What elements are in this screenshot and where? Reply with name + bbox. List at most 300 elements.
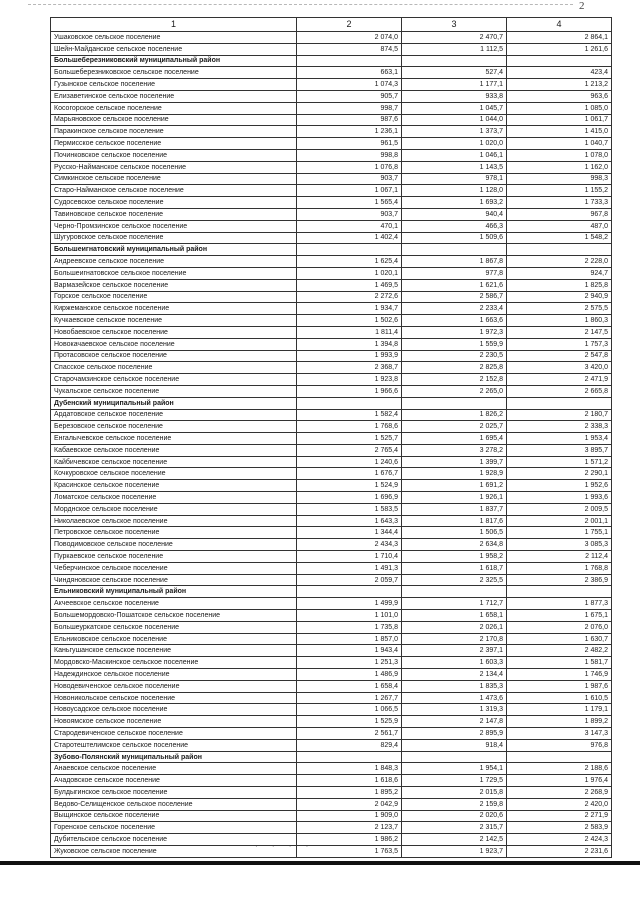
value-cell-col3: 527,4 (402, 67, 507, 79)
value-cell-col4: 1 630,7 (507, 633, 612, 645)
value-cell-col4: 2 180,7 (507, 409, 612, 421)
value-cell-col4: 1 040,7 (507, 138, 612, 150)
value-cell-col3: 1 177,1 (402, 79, 507, 91)
table-row (51, 645, 612, 657)
value-cell-col4: 1 993,6 (507, 492, 612, 504)
value-cell-col3: 2 134,4 (402, 669, 507, 681)
settlement-name-cell: Красинское сельское поселение (51, 480, 297, 492)
value-cell-col2: 2 368,7 (297, 362, 402, 374)
district-row (51, 397, 612, 409)
table-row (51, 256, 612, 268)
value-cell-col3: 2 159,8 (402, 798, 507, 810)
value-cell-col4: 2 424,3 (507, 834, 612, 846)
table-row (51, 739, 612, 751)
value-cell-col2: 2 074,0 (297, 32, 402, 44)
settlement-name-cell: Пермисское сельское поселение (51, 138, 297, 150)
table-row (51, 692, 612, 704)
value-cell-col4: 3 085,3 (507, 539, 612, 551)
table-row (51, 669, 612, 681)
value-cell-col3: 1 143,5 (402, 161, 507, 173)
data-table (50, 17, 612, 858)
value-cell-col2: 1 565,4 (297, 197, 402, 209)
value-cell-col2: 1 524,9 (297, 480, 402, 492)
table-row (51, 220, 612, 232)
value-cell-col3: 1 867,8 (402, 256, 507, 268)
value-cell-col4: 3 420,0 (507, 362, 612, 374)
settlement-name-cell: Симкинское сельское поселение (51, 173, 297, 185)
value-cell-col3: 1 691,2 (402, 480, 507, 492)
page-number: 2 (579, 0, 585, 12)
settlement-name-cell: Кайбичевское сельское поселение (51, 456, 297, 468)
table-row (51, 621, 612, 633)
settlement-name-cell: Мордовско-Маскинское сельское поселение (51, 657, 297, 669)
value-cell-col2: 663,1 (297, 67, 402, 79)
table-row (51, 527, 612, 539)
value-cell-col3: 2 152,8 (402, 374, 507, 386)
value-cell-col2: 1 643,3 (297, 515, 402, 527)
settlement-name-cell: Шейн-Майданское сельское поселение (51, 43, 297, 55)
value-cell-col3: 1 923,7 (402, 845, 507, 857)
value-cell-col2: 2 434,3 (297, 539, 402, 551)
value-cell-col2: 1 857,0 (297, 633, 402, 645)
settlement-name-cell: Кучкаевское сельское поселение (51, 315, 297, 327)
column-header: 1 (51, 18, 297, 32)
district-name-cell: Дубенский муниципальный район (51, 397, 297, 409)
scan-artifact-dots: · · · · (255, 842, 315, 851)
value-cell-col4: 3 147,3 (507, 728, 612, 740)
settlement-name-cell: Морднское сельское поселение (51, 503, 297, 515)
value-cell-col4: 2 864,1 (507, 32, 612, 44)
settlement-name-cell: Чеберчинское сельское поселение (51, 562, 297, 574)
value-cell-col4: 2 268,9 (507, 787, 612, 799)
value-cell-col4: 1 899,2 (507, 716, 612, 728)
value-cell-col3: 2 170,8 (402, 633, 507, 645)
value-cell-col3: 2 142,5 (402, 834, 507, 846)
settlement-name-cell: Новоусадское сельское поселение (51, 704, 297, 716)
settlement-name-cell: Дубительское сельское поселение (51, 834, 297, 846)
table-row (51, 503, 612, 515)
value-cell-col4: 2 583,9 (507, 822, 612, 834)
column-header: 3 (402, 18, 507, 32)
table-row (51, 326, 612, 338)
table-row (51, 657, 612, 669)
value-cell-col2: 1 502,6 (297, 315, 402, 327)
value-cell-col3 (402, 751, 507, 763)
value-cell-col2: 1 020,1 (297, 267, 402, 279)
value-cell-col4: 1 571,2 (507, 456, 612, 468)
value-cell-col2: 905,7 (297, 90, 402, 102)
table-row (51, 598, 612, 610)
value-cell-col4: 1 733,3 (507, 197, 612, 209)
value-cell-col3: 2 825,8 (402, 362, 507, 374)
value-cell-col2: 1 525,9 (297, 716, 402, 728)
value-cell-col4: 2 228,0 (507, 256, 612, 268)
value-cell-col2: 1 618,6 (297, 775, 402, 787)
settlement-name-cell: Ведово-Селищенское сельское поселение (51, 798, 297, 810)
table-row (51, 208, 612, 220)
table-row (51, 775, 612, 787)
value-cell-col2: 1 074,3 (297, 79, 402, 91)
settlement-name-cell: Протасовское сельское поселение (51, 350, 297, 362)
settlement-name-cell: Ушаковское сельское поселение (51, 32, 297, 44)
table-row (51, 480, 612, 492)
settlement-name-cell: Русско-Найманское сельское поселение (51, 161, 297, 173)
value-cell-col2: 998,8 (297, 149, 402, 161)
column-header: 2 (297, 18, 402, 32)
value-cell-col4: 2 271,9 (507, 810, 612, 822)
value-cell-col4: 1 768,8 (507, 562, 612, 574)
table-row (51, 338, 612, 350)
value-cell-col4 (507, 244, 612, 256)
value-cell-col3: 3 278,2 (402, 444, 507, 456)
table-row (51, 610, 612, 622)
value-cell-col3: 1 319,3 (402, 704, 507, 716)
table-header (51, 18, 612, 32)
table-row (51, 421, 612, 433)
value-cell-col2: 1 768,6 (297, 421, 402, 433)
value-cell-col2: 1 735,8 (297, 621, 402, 633)
settlement-name-cell: Старотештелимское сельское поселение (51, 739, 297, 751)
table-row (51, 126, 612, 138)
value-cell-col2: 1 625,4 (297, 256, 402, 268)
table-row (51, 315, 612, 327)
value-cell-col4: 2 940,9 (507, 291, 612, 303)
table-row (51, 79, 612, 91)
value-cell-col2: 2 561,7 (297, 728, 402, 740)
table-row (51, 185, 612, 197)
value-cell-col2: 1 402,4 (297, 232, 402, 244)
value-cell-col2: 1 251,3 (297, 657, 402, 669)
value-cell-col3: 1 618,7 (402, 562, 507, 574)
value-cell-col4: 1 757,3 (507, 338, 612, 350)
settlement-name-cell: Черно-Промзинское сельское поселение (51, 220, 297, 232)
value-cell-col4: 2 547,8 (507, 350, 612, 362)
value-cell-col2: 987,6 (297, 114, 402, 126)
value-cell-col3: 2 470,7 (402, 32, 507, 44)
value-cell-col3: 2 397,1 (402, 645, 507, 657)
value-cell-col3: 978,1 (402, 173, 507, 185)
value-cell-col3: 1 399,7 (402, 456, 507, 468)
value-cell-col3: 1 112,5 (402, 43, 507, 55)
settlement-name-cell: Пуркаевское сельское поселение (51, 551, 297, 563)
value-cell-col4 (507, 586, 612, 598)
settlement-name-cell: Большеберезниковское сельское поселение (51, 67, 297, 79)
value-cell-col2: 1 491,3 (297, 562, 402, 574)
value-cell-col2: 903,7 (297, 208, 402, 220)
table-row (51, 43, 612, 55)
settlement-name-cell: Большемордовско-Пошатское сельское поселение (51, 610, 297, 622)
value-cell-col3: 1 958,2 (402, 551, 507, 563)
table-row (51, 515, 612, 527)
settlement-name-cell: Горенское сельское поселение (51, 822, 297, 834)
value-cell-col3: 2 586,7 (402, 291, 507, 303)
value-cell-col2: 1 658,4 (297, 680, 402, 692)
value-cell-col2: 1 763,5 (297, 845, 402, 857)
settlement-name-cell: Петровское сельское поселение (51, 527, 297, 539)
settlement-name-cell: Выщинское сельское поселение (51, 810, 297, 822)
value-cell-col3: 1 693,2 (402, 197, 507, 209)
table-row (51, 362, 612, 374)
settlement-name-cell: Вармазейское сельское поселение (51, 279, 297, 291)
column-header: 4 (507, 18, 612, 32)
value-cell-col4: 1 162,0 (507, 161, 612, 173)
value-cell-col4: 1 061,7 (507, 114, 612, 126)
top-rule (28, 4, 573, 5)
table-row (51, 197, 612, 209)
value-cell-col3: 1 837,7 (402, 503, 507, 515)
settlement-name-cell: Надеждинское сельское поселение (51, 669, 297, 681)
value-cell-col4: 2 386,9 (507, 574, 612, 586)
value-cell-col3 (402, 55, 507, 67)
value-cell-col3: 2 026,1 (402, 621, 507, 633)
value-cell-col2: 1 236,1 (297, 126, 402, 138)
district-name-cell: Большеберезниковский муниципальный район (51, 55, 297, 67)
value-cell-col4: 487,0 (507, 220, 612, 232)
value-cell-col2: 1 066,5 (297, 704, 402, 716)
settlement-name-cell: Березовское сельское поселение (51, 421, 297, 433)
table-row (51, 173, 612, 185)
value-cell-col2: 2 765,4 (297, 444, 402, 456)
value-cell-col4: 1 746,9 (507, 669, 612, 681)
value-cell-col2: 1 923,8 (297, 374, 402, 386)
value-cell-col4: 1 078,0 (507, 149, 612, 161)
value-cell-col4: 1 860,3 (507, 315, 612, 327)
value-cell-col3: 1 559,9 (402, 338, 507, 350)
settlement-name-cell: Жуковское сельское поселение (51, 845, 297, 857)
value-cell-col3: 1 046,1 (402, 149, 507, 161)
value-cell-col4: 2 338,3 (507, 421, 612, 433)
settlement-name-cell: Елизаветинское сельское поселение (51, 90, 297, 102)
value-cell-col3: 2 895,9 (402, 728, 507, 740)
table-row (51, 161, 612, 173)
value-cell-col4: 423,4 (507, 67, 612, 79)
value-cell-col3: 940,4 (402, 208, 507, 220)
table-row (51, 562, 612, 574)
value-cell-col3: 933,8 (402, 90, 507, 102)
value-cell-col3: 466,3 (402, 220, 507, 232)
settlement-name-cell: Чиндяновское сельское поселение (51, 574, 297, 586)
value-cell-col4: 3 895,7 (507, 444, 612, 456)
table-row (51, 787, 612, 799)
table-row (51, 267, 612, 279)
table-row (51, 822, 612, 834)
settlement-name-cell: Киржеманское сельское поселение (51, 303, 297, 315)
value-cell-col2: 1 499,9 (297, 598, 402, 610)
settlement-name-cell: Новоямское сельское поселение (51, 716, 297, 728)
value-cell-col4: 1 415,0 (507, 126, 612, 138)
value-cell-col3: 1 020,0 (402, 138, 507, 150)
value-cell-col2 (297, 751, 402, 763)
settlement-name-cell: Новоникольское сельское поселение (51, 692, 297, 704)
table-row (51, 32, 612, 44)
table-row (51, 492, 612, 504)
value-cell-col2: 961,5 (297, 138, 402, 150)
table-row (51, 798, 612, 810)
settlement-name-cell: Ломатское сельское поселение (51, 492, 297, 504)
value-cell-col2 (297, 55, 402, 67)
value-cell-col3: 1 603,3 (402, 657, 507, 669)
settlement-name-cell: Гузынское сельское поселение (51, 79, 297, 91)
settlement-name-cell: Большеуркатское сельское поселение (51, 621, 297, 633)
value-cell-col2: 1 993,9 (297, 350, 402, 362)
settlement-name-cell: Андреевское сельское поселение (51, 256, 297, 268)
table-row (51, 409, 612, 421)
value-cell-col2: 1 525,7 (297, 433, 402, 445)
value-cell-col4: 2 290,1 (507, 468, 612, 480)
value-cell-col2: 1 676,7 (297, 468, 402, 480)
value-cell-col3: 2 025,7 (402, 421, 507, 433)
value-cell-col4 (507, 397, 612, 409)
settlement-name-cell: Кочкуровское сельское поселение (51, 468, 297, 480)
value-cell-col4: 1 213,2 (507, 79, 612, 91)
value-cell-col4: 2 482,2 (507, 645, 612, 657)
settlement-name-cell: Шугуровское сельское поселение (51, 232, 297, 244)
table-row (51, 551, 612, 563)
district-name-cell: Ельниковский муниципальный район (51, 586, 297, 598)
value-cell-col2: 1 582,4 (297, 409, 402, 421)
settlement-name-cell: Старочамзинское сельское поселение (51, 374, 297, 386)
value-cell-col2: 1 267,7 (297, 692, 402, 704)
bottom-bar (0, 861, 640, 865)
value-cell-col2: 1 909,0 (297, 810, 402, 822)
settlement-name-cell: Булдыгинское сельское поселение (51, 787, 297, 799)
settlement-name-cell: Ачадовское сельское поселение (51, 775, 297, 787)
table-row (51, 845, 612, 857)
table-row (51, 834, 612, 846)
value-cell-col3: 2 230,5 (402, 350, 507, 362)
district-name-cell: Зубово-Полянский муниципальный район (51, 751, 297, 763)
value-cell-col4: 2 231,6 (507, 845, 612, 857)
value-cell-col2 (297, 397, 402, 409)
value-cell-col2: 1 067,1 (297, 185, 402, 197)
value-cell-col4: 2 188,6 (507, 763, 612, 775)
value-cell-col3: 1 373,7 (402, 126, 507, 138)
table-row (51, 67, 612, 79)
value-cell-col2: 1 486,9 (297, 669, 402, 681)
value-cell-col2: 1 394,8 (297, 338, 402, 350)
value-cell-col4: 2 575,5 (507, 303, 612, 315)
value-cell-col3: 1 044,0 (402, 114, 507, 126)
value-cell-col4 (507, 55, 612, 67)
value-cell-col4: 1 675,1 (507, 610, 612, 622)
value-cell-col2 (297, 244, 402, 256)
table-row (51, 716, 612, 728)
value-cell-col4: 1 952,6 (507, 480, 612, 492)
value-cell-col4: 1 825,8 (507, 279, 612, 291)
table-row (51, 279, 612, 291)
table-row (51, 680, 612, 692)
value-cell-col3: 1 128,0 (402, 185, 507, 197)
value-cell-col4: 1 155,2 (507, 185, 612, 197)
settlement-name-cell: Поводимовское сельское поселение (51, 539, 297, 551)
settlement-name-cell: Спасское сельское поселение (51, 362, 297, 374)
settlement-name-cell: Чукальское сельское поселение (51, 385, 297, 397)
settlement-name-cell: Судосевское сельское поселение (51, 197, 297, 209)
value-cell-col3 (402, 397, 507, 409)
value-cell-col4: 963,6 (507, 90, 612, 102)
settlement-name-cell: Анаевское сельское поселение (51, 763, 297, 775)
settlement-name-cell: Паракинское сельское поселение (51, 126, 297, 138)
value-cell-col4: 2 112,4 (507, 551, 612, 563)
value-cell-col3: 1 835,3 (402, 680, 507, 692)
value-cell-col3: 1 729,5 (402, 775, 507, 787)
value-cell-col3: 1 695,4 (402, 433, 507, 445)
value-cell-col4: 1 261,6 (507, 43, 612, 55)
value-cell-col4: 1 581,7 (507, 657, 612, 669)
value-cell-col4: 2 076,0 (507, 621, 612, 633)
settlement-name-cell: Новобаевское сельское поселение (51, 326, 297, 338)
settlement-name-cell: Новокачаевское сельское поселение (51, 338, 297, 350)
value-cell-col2: 2 042,9 (297, 798, 402, 810)
table-row (51, 456, 612, 468)
value-cell-col4: 967,8 (507, 208, 612, 220)
settlement-name-cell: Старо-Найманское сельское поселение (51, 185, 297, 197)
district-row (51, 586, 612, 598)
value-cell-col2: 1 966,6 (297, 385, 402, 397)
value-cell-col3: 2 015,8 (402, 787, 507, 799)
value-cell-col2: 2 059,7 (297, 574, 402, 586)
table-body (51, 32, 612, 858)
value-cell-col3: 977,8 (402, 267, 507, 279)
value-cell-col3: 1 506,5 (402, 527, 507, 539)
table-row (51, 138, 612, 150)
value-cell-col4: 1 976,4 (507, 775, 612, 787)
district-name-cell: Большеигнатовский муниципальный район (51, 244, 297, 256)
settlement-name-cell: Енгалычевское сельское поселение (51, 433, 297, 445)
value-cell-col2: 1 811,4 (297, 326, 402, 338)
value-cell-col4: 1 987,6 (507, 680, 612, 692)
settlement-name-cell: Кабаевское сельское поселение (51, 444, 297, 456)
value-cell-col4: 1 953,4 (507, 433, 612, 445)
header-row (51, 18, 612, 32)
value-cell-col2: 1 240,6 (297, 456, 402, 468)
value-cell-col2: 1 469,5 (297, 279, 402, 291)
value-cell-col4 (507, 751, 612, 763)
table-row (51, 374, 612, 386)
settlement-name-cell: Каньгушанское сельское поселение (51, 645, 297, 657)
value-cell-col3: 2 265,0 (402, 385, 507, 397)
value-cell-col4: 1 085,0 (507, 102, 612, 114)
table-row (51, 574, 612, 586)
value-cell-col3: 1 817,6 (402, 515, 507, 527)
value-cell-col4: 2 147,5 (507, 326, 612, 338)
value-cell-col2: 470,1 (297, 220, 402, 232)
value-cell-col4: 1 548,2 (507, 232, 612, 244)
value-cell-col3: 1 712,7 (402, 598, 507, 610)
value-cell-col3: 2 325,5 (402, 574, 507, 586)
value-cell-col3: 2 147,8 (402, 716, 507, 728)
value-cell-col4: 2 471,9 (507, 374, 612, 386)
value-cell-col4: 2 001,1 (507, 515, 612, 527)
table-row (51, 763, 612, 775)
table-row (51, 149, 612, 161)
value-cell-col3: 1 658,1 (402, 610, 507, 622)
value-cell-col3: 1 954,1 (402, 763, 507, 775)
table-row (51, 232, 612, 244)
district-row (51, 244, 612, 256)
table-row (51, 90, 612, 102)
table-row (51, 704, 612, 716)
value-cell-col3: 1 045,7 (402, 102, 507, 114)
value-cell-col3: 1 972,3 (402, 326, 507, 338)
district-row (51, 751, 612, 763)
value-cell-col2: 874,5 (297, 43, 402, 55)
value-cell-col4: 2 665,8 (507, 385, 612, 397)
value-cell-col4: 998,3 (507, 173, 612, 185)
value-cell-col2: 2 272,6 (297, 291, 402, 303)
settlement-name-cell: Николаевское сельское поселение (51, 515, 297, 527)
value-cell-col2: 1 943,4 (297, 645, 402, 657)
